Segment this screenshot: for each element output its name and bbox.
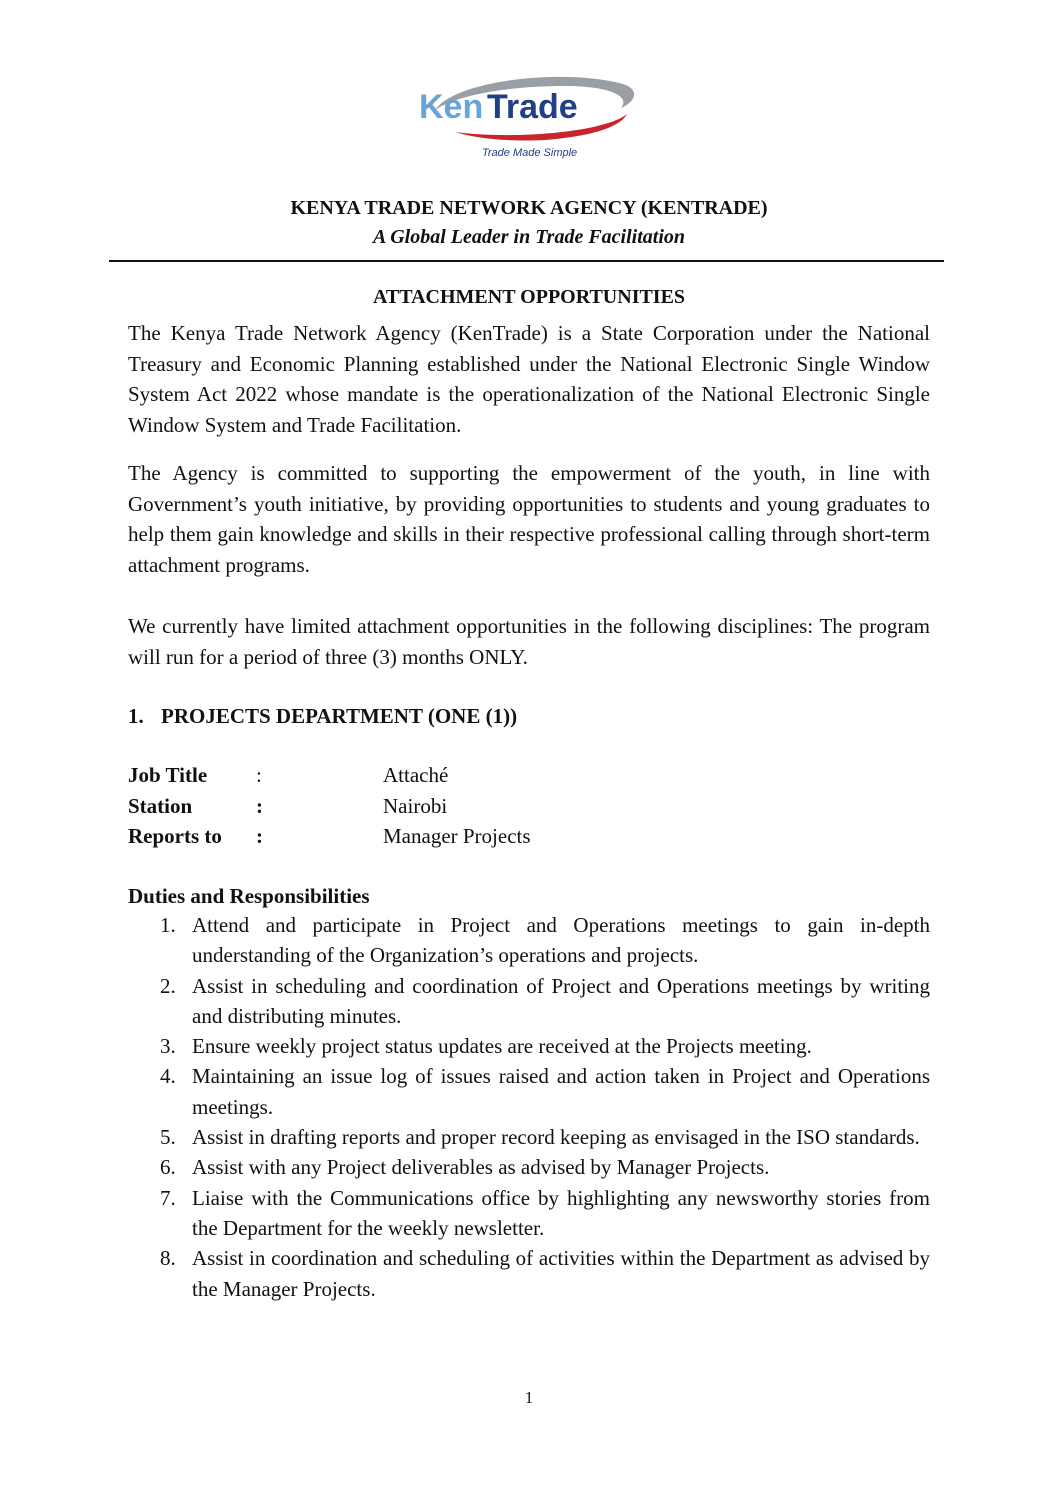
detail-separator: : xyxy=(256,794,263,818)
detail-value: Nairobi xyxy=(383,794,448,818)
duty-item xyxy=(160,971,930,1032)
duty-text: Assist in drafting reports and proper record keeping as envisaged in the ISO standards. xyxy=(192,1125,920,1150)
detail-value: Manager Projects xyxy=(383,824,531,848)
logo-slogan: Trade Made Simple xyxy=(482,147,578,159)
duty-text: Assist with any Project deliverables as advised by Manager Projects. xyxy=(192,1155,770,1180)
detail-value: Attaché xyxy=(383,763,449,787)
duty-item xyxy=(160,1122,930,1152)
section-title: ATTACHMENT OPPORTUNITIES xyxy=(372,286,686,308)
duty-text: Maintaining an issue log of issues raised and action taken in Project and Operations meetings. xyxy=(192,1064,930,1119)
duty-text: Attend and participate in Project and Operations meetings to gain in-depth understanding of the Organization’s operations and projects. xyxy=(192,913,930,968)
duty-number: 7. xyxy=(160,1185,176,1210)
wordmark-ken: Ken xyxy=(419,88,484,126)
org-title: KENYA TRADE NETWORK AGENCY (KENTRADE) xyxy=(290,197,768,219)
detail-key: Job Title xyxy=(128,763,208,787)
duty-text: Assist in scheduling and coordination of Project and Operations meetings by writing and distributing minutes. xyxy=(192,973,930,1028)
duty-item xyxy=(160,910,930,971)
kentrade-logo xyxy=(395,62,665,167)
department-heading-text: PROJECTS DEPARTMENT (ONE (1)) xyxy=(161,704,518,728)
detail-key: Station xyxy=(128,794,193,818)
duty-text: Liaise with the Communications office by highlighting any newsworthy stories from the Department for the weekly newsletter. xyxy=(192,1185,930,1240)
detail-separator: : xyxy=(256,763,262,787)
duty-number: 3. xyxy=(160,1034,176,1059)
duty-number: 5. xyxy=(160,1125,176,1150)
duty-item xyxy=(160,1031,930,1061)
duty-number: 6. xyxy=(160,1155,176,1180)
duties-heading: Duties and Responsibilities xyxy=(128,884,370,908)
org-tagline: A Global Leader in Trade Facilitation xyxy=(372,226,686,248)
detail-separator: : xyxy=(256,824,263,848)
department-number: 1. xyxy=(128,704,144,728)
department-heading xyxy=(128,702,517,730)
intro-paragraph: The Kenya Trade Network Agency (KenTrade) is a State Corporation under the National Treasury and Economic Planning established under the National Electronic Single Window System Act 2022 whose mandate is the operationalization of the National Electronic Single Window System and Trade Facilitation. xyxy=(128,321,930,437)
header-divider xyxy=(109,260,944,262)
page-number: 1 xyxy=(524,1388,534,1407)
duty-number: 4. xyxy=(160,1064,176,1089)
kentrade-logo-graphic xyxy=(395,62,665,167)
duty-item xyxy=(160,1183,930,1244)
duty-text: Ensure weekly project status updates are received at the Projects meeting. xyxy=(192,1034,812,1059)
duty-number: 8. xyxy=(160,1246,176,1271)
duty-item xyxy=(160,1152,930,1182)
commitment-paragraph: The Agency is committed to supporting the empowerment of the youth, in line with Government’s youth initiative, by providing opportunities to students and young graduates to help them gain knowledge and skills in their respective professional calling through short-term attachment programs. xyxy=(128,461,930,577)
duties-list xyxy=(160,910,930,1304)
opportunities-paragraph: We currently have limited attachment opportunities in the following disciplines: The program will run for a period of three (3) months ONLY. xyxy=(128,614,930,669)
duty-item xyxy=(160,1061,930,1122)
duty-text: Assist in coordination and scheduling of activities within the Department as advised by the Manager Projects. xyxy=(192,1246,930,1301)
duty-number: 1. xyxy=(160,913,176,937)
wordmark-trade: Trade xyxy=(487,88,578,126)
duty-number: 2. xyxy=(160,973,176,998)
detail-key: Reports to xyxy=(128,824,222,848)
duty-item xyxy=(160,1243,930,1304)
